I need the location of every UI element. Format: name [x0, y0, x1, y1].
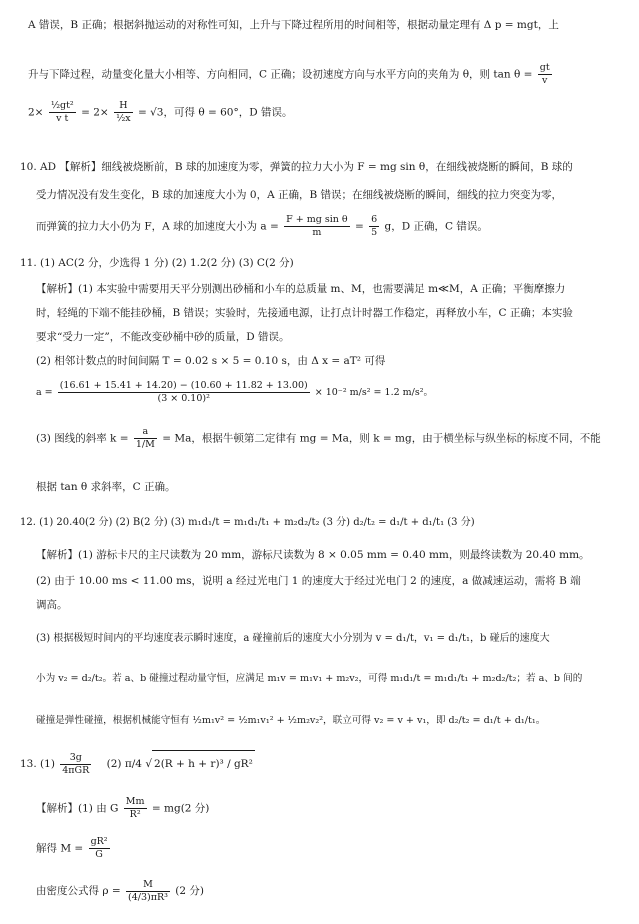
q11-line-3: 要求“受力一定”，不能改变砂桶中砂的质量，D 错误。 — [36, 331, 290, 343]
q13-line-2: 解得 M = $\frac{\text{gR²}}{G}$ — [36, 836, 108, 860]
q10-line-3: 而弹簧的拉力大小仍为 F，A 球的加速度大小为 a = $\frac{\text{F + mg sin θ}}{m}$ = $\frac{6}{5}$ g，D 正确，C 错误。 — [36, 214, 488, 238]
q11-line-1: 【解析】(1) 本实验中需要用天平分别测出砂桶和小车的总质量 m、M，也需要满足 m≪M，A 正确；平衡摩擦力 — [36, 283, 566, 295]
q13-line-1: 【解析】(1) 由 G $\frac{Mm}{\text{R²}}$ = mg(2 分) — [36, 796, 210, 820]
q11-line-4: (2) 相邻计数点的时间间隔 T = 0.02 s × 5 = 0.10 s，由 Δ x = aT² 可得 — [36, 355, 386, 367]
q12-line-1: 【解析】(1) 游标卡尺的主尺读数为 20 mm，游标尺读数为 8 × 0.05 mm = 0.40 mm，则最终读数为 20.40 mm。 — [36, 549, 590, 561]
q12-line-3: 调高。 — [36, 599, 68, 611]
q13-mass-fraction: $\frac{\text{gR²}}{G}$ — [90, 836, 108, 860]
q11-line-7: 根据 tan θ 求斜率，C 正确。 — [36, 481, 176, 493]
q12-answer: 12. (1) 20.40(2 分) (2) B(2 分) (3) m₁d₁/t = m₁d₁/t₁ + m₂d₂/t₂ (3 分) d₂/t₂ = d₁/t + d₁/t₁ (3 分) — [20, 517, 475, 528]
q11-slope-fraction: $\frac{a}{1/M}$ — [135, 426, 155, 450]
q9-tan-fraction: $\frac{gt}{v}$ — [539, 62, 550, 86]
q12-line-5: 小为 v₂ = d₂/t₂。若 a、b 碰撞过程动量守恒，应满足 m₁v = m₁v₁ + m₂v₂，可得 m₁d₁/t = m₁d₁/t₁ + m₂d₂/t₂；若 a、b 间的 — [36, 673, 583, 684]
q10-line-1: 10. AD 【解析】细线被烧断前，B 球的加速度为零，弹簧的拉力大小为 F = mg sin θ，在细线被烧断的瞬间，B 球的 — [20, 161, 573, 173]
q9-fraction-2: $\frac{H}{\text{½x}}$ — [116, 100, 131, 124]
q13-answer: 13. (1) $\frac{3g}{\text{4πGR}}$ (2) π/4 √ 2(R + h + r)³ / gR² — [20, 751, 253, 776]
q9-line-3: 2× $\frac{\text{½gt²}}{\text{v t}}$ = 2× $\frac{H}{\text{½x}}$ = √3，可得 θ = 60°，D 错误。 — [28, 100, 293, 124]
q10-line-2: 受力情况没有发生变化，B 球的加速度大小为 0，A 正确，B 错误；在细线被烧断的瞬间，细线的拉力突变为零， — [36, 189, 563, 201]
q13-period-sqrt: 2(R + h + r)³ / gR² — [152, 750, 255, 777]
q11-acceleration-fraction: $\frac{(16.61 + 15.41 + 14.20) - (10.60 + 11.82 + 13.00)}{\text{(3 × 0.10)²}}$ — [59, 380, 308, 404]
q10-fraction-1: $\frac{\text{F + mg sin θ}}{m}$ — [286, 214, 348, 238]
q12-line-2: (2) 由于 10.00 ms < 11.00 ms，说明 a 经过光电门 1 的速度大于经过光电门 2 的速度，a 做减速运动，需将 B 端 — [36, 575, 581, 587]
q13-line-3: 由密度公式得 ρ = $\frac{M}{\text{(4/3)πR³}}$ (2 分) — [36, 878, 204, 903]
q9-line-2: 升与下降过程，动量变化量大小相等、方向相同，C 正确；设初速度方向与水平方向的夹角为 θ，则 tan θ = $\frac{gt}{v}$ — [28, 62, 550, 86]
q13-gravity-fraction: $\frac{Mm}{\text{R²}}$ — [125, 796, 145, 820]
q13-rho-fraction: $\frac{M}{\text{(4/3)πR³}}$ — [128, 878, 168, 903]
q11-line-5: a = $\frac{(16.61 + 15.41 + 14.20) - (10.60 + 11.82 + 13.00)}{\text{(3 × 0.10)²}}$ × 10⁻² m/s² = 1.2 m/s²。 — [36, 380, 434, 404]
q11-answer: 11. (1) AC(2 分，少选得 1 分) (2) 1.2(2 分) (3) C(2 分) — [20, 257, 294, 269]
q9-line-1: A 错误，B 正确；根据斜抛运动的对称性可知，上升与下降过程所用的时间相等，根据动量定理有 Δ p = mgt，上 — [28, 19, 559, 31]
q12-line-6: 碰撞是弹性碰撞，根据机械能守恒有 ½m₁v² = ½m₁v₁² + ½m₂v₂²，联立可得 v₂ = v + v₁，即 d₂/t₂ = d₁/t + d₁/t₁。 — [36, 715, 546, 726]
q9-fraction-1: $\frac{\text{½gt²}}{\text{v t}}$ — [50, 100, 74, 124]
q10-fraction-2: $\frac{6}{5}$ — [371, 214, 378, 238]
q11-line-6: (3) 图线的斜率 k = $\frac{a}{1/M}$ = Ma，根据牛顿第二定律有 mg = Ma，则 k = mg，由于横坐标与纵坐标的标度不同，不能 — [36, 426, 601, 450]
q11-line-2: 时，轻绳的下端不能挂砂桶，B 错误；实验时，先接通电源，让打点计时器工作稳定，再释放小车，C 正确；本实验 — [36, 307, 573, 319]
q13-density-answer: $\frac{3g}{\text{4πGR}}$ — [62, 751, 90, 776]
q12-line-4: (3) 根据极短时间内的平均速度表示瞬时速度，a 碰撞前后的速度大小分别为 v = d₁/t，v₁ = d₁/t₁，b 碰后的速度大 — [36, 633, 550, 644]
